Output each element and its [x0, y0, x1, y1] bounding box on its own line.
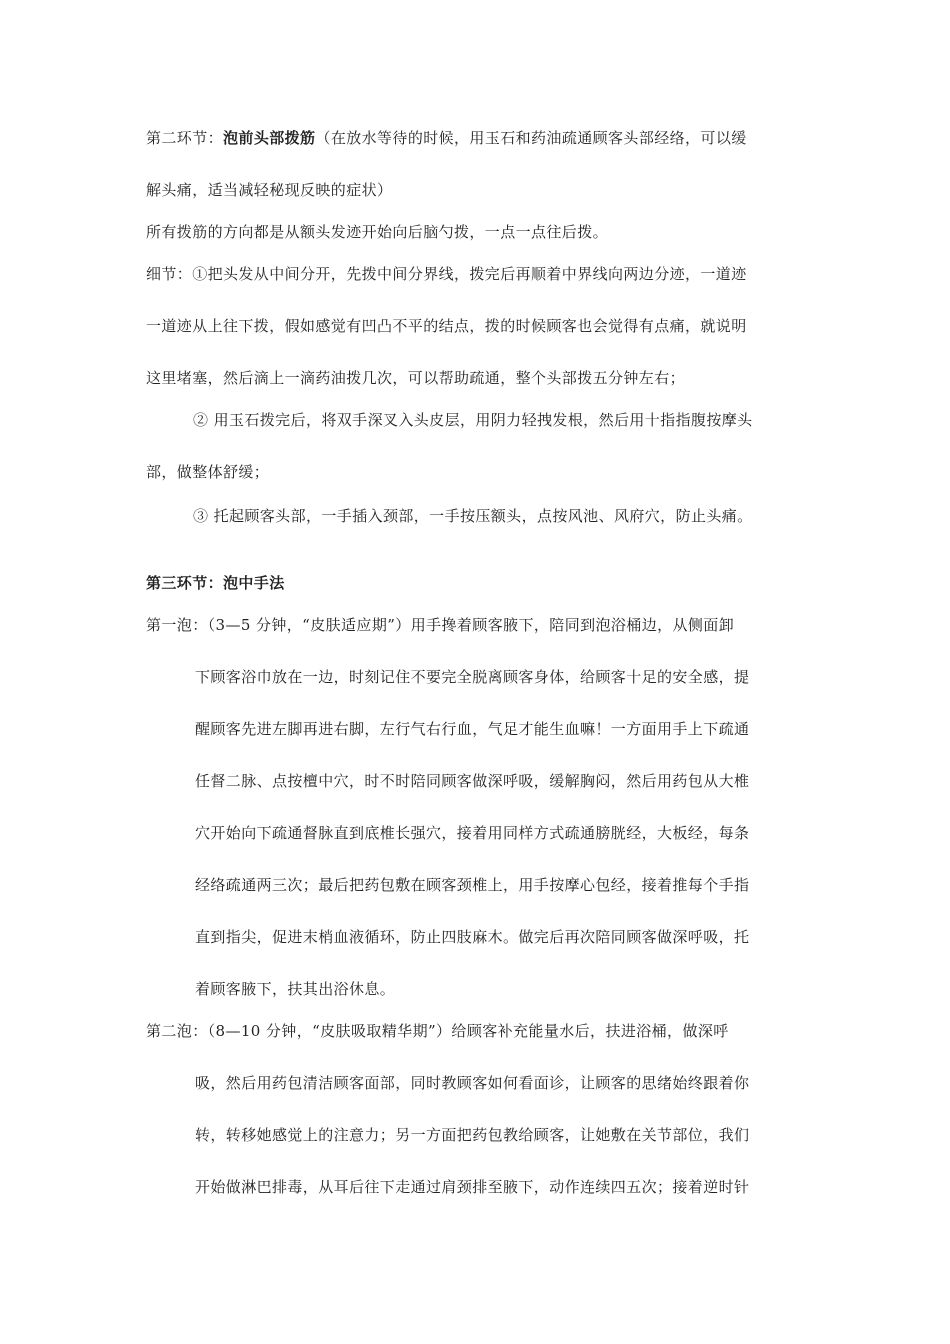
section2-detail-1: 细节：①把头发从中间分开，先拨中间分界线，拨完后再顺着中界线向两边分迹，一道迹 — [146, 265, 747, 283]
section2-step2-1: ② 用玉石拨完后，将双手深叉入头皮层，用阴力轻拽发根，然后用十指指腹按摩头 — [193, 411, 753, 429]
soak2-line-3: 转，转移她感觉上的注意力；另一方面把药包教给顾客，让她敷在关节部位，我们 — [195, 1126, 750, 1144]
soak2-line-2: 吸，然后用药包清洁顾客面部，同时教顾客如何看面诊，让顾客的思绪始终跟着你 — [195, 1074, 750, 1092]
soak2-line-4: 开始做淋巴排毒，从耳后往下走通过肩颈排至腋下，动作连续四五次；接着逆时针 — [195, 1178, 750, 1196]
section2-desc-2: 解头痛，适当减轻秘现反映的症状） — [146, 181, 393, 199]
soak2-line-1: 第二泡：（8—10 分钟，“皮肤吸取精华期”）给顾客补充能量水后，扶进浴桶，做深呼 — [146, 1022, 729, 1040]
soak1-line-4: 任督二脉、点按檀中穴，时不时陪同顾客做深呼吸，缓解胸闷，然后用药包从大椎 — [195, 772, 750, 790]
section2-step2-2: 部，做整体舒缓； — [146, 463, 270, 481]
section2-step3: ③ 托起顾客头部，一手插入颈部，一手按压额头，点按风池、风府穴，防止头痛。 — [193, 507, 753, 525]
section2-desc-1: （在放水等待的时候，用玉石和药油疏通顾客头部经络，可以缓 — [315, 129, 747, 147]
section2-label: 第二环节： — [146, 129, 224, 147]
soak1-line-2: 下顾客浴巾放在一边，时刻记住不要完全脱离顾客身体，给顾客十足的安全感，提 — [195, 668, 750, 686]
section3-title: 第三环节：泡中手法 — [146, 574, 285, 592]
soak1-line-8: 着顾客腋下，扶其出浴休息。 — [195, 980, 396, 998]
section2-detail-2: 一道迹从上往下拨，假如感觉有凹凸不平的结点，拨的时候顾客也会觉得有点痛，就说明 — [146, 317, 747, 335]
section2-title: 泡前头部拨筋 — [223, 129, 316, 147]
soak1-line-5: 穴开始向下疏通督脉直到底椎长强穴，接着用同样方式疏通膀胱经，大板经，每条 — [195, 824, 750, 842]
section2-direction: 所有拨筋的方向都是从额头发迹开始向后脑勺拨，一点一点往后拨。 — [146, 223, 609, 241]
soak1-line-6: 经络疏通两三次；最后把药包敷在顾客颈椎上，用手按摩心包经，接着推每个手指 — [195, 876, 750, 894]
soak1-line-1: 第一泡：（3—5 分钟，“皮肤适应期”）用手搀着顾客腋下，陪同到泡浴桶边，从侧面卸 — [146, 616, 735, 634]
section2-detail-3: 这里堵塞，然后滴上一滴药油拨几次，可以帮助疏通，整个头部拨五分钟左右； — [146, 369, 686, 387]
section2-heading-line — [146, 128, 747, 148]
soak1-line-7: 直到指尖，促进末梢血液循环，防止四肢麻木。做完后再次陪同顾客做深呼吸，托 — [195, 928, 750, 946]
soak1-line-3: 醒顾客先进左脚再进右脚，左行气右行血，气足才能生血嘛！一方面用手上下疏通 — [195, 720, 750, 738]
